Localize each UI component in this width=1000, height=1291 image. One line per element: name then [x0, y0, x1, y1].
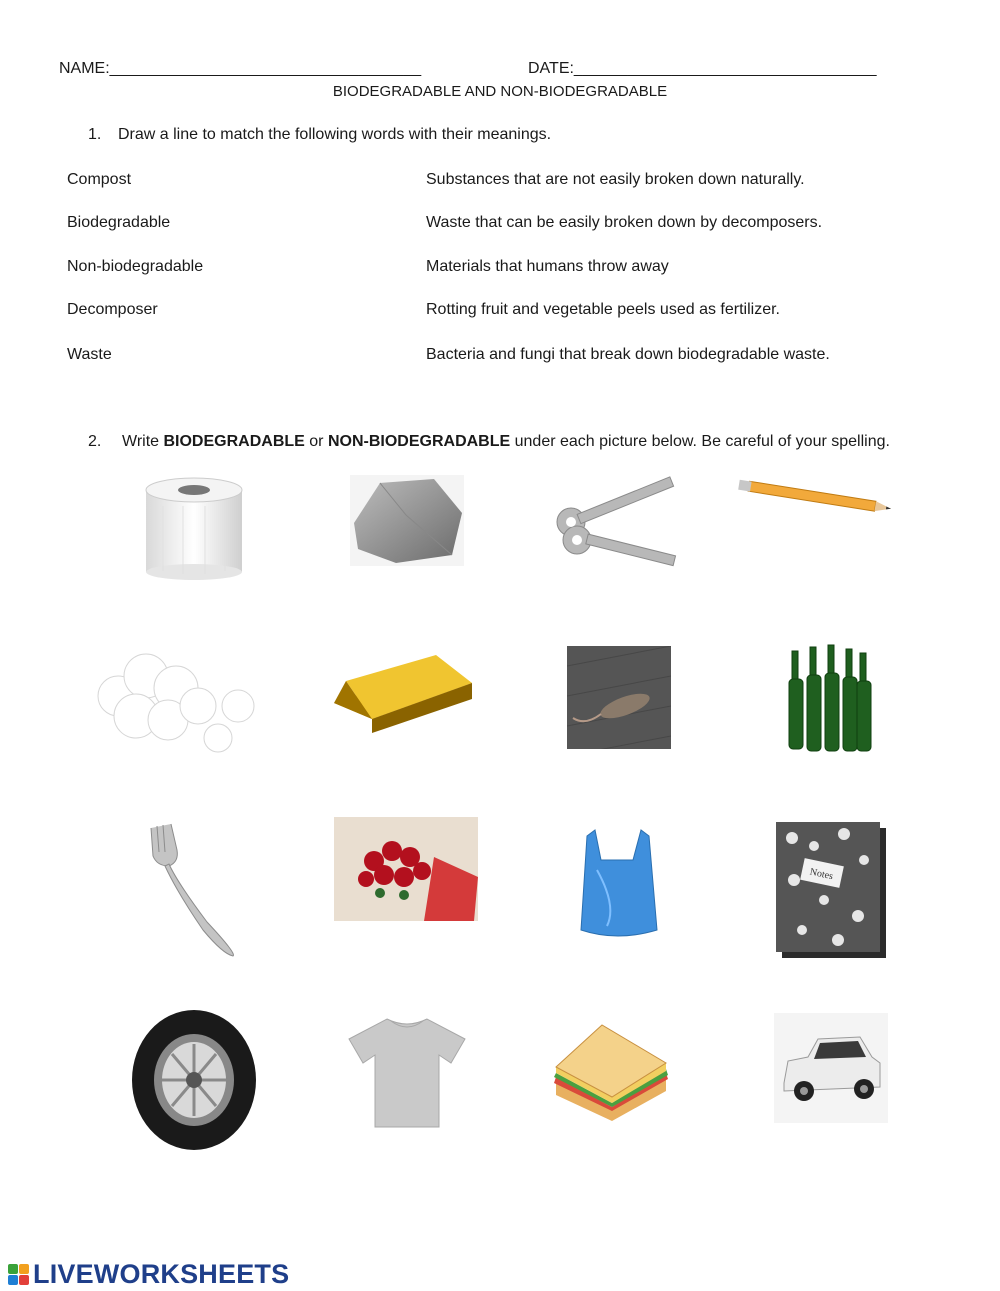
fork-image: [147, 822, 245, 958]
question-2-or: or: [304, 433, 328, 450]
keyword-biodegradable: BIODEGRADABLE: [163, 433, 305, 450]
meaning-4[interactable]: Rotting fruit and vegetable peels used as fertilizer.: [426, 301, 780, 318]
word-decomposer[interactable]: Decomposer: [67, 301, 158, 318]
logo-text: LIVEWORKSHEETS: [33, 1258, 290, 1289]
word-compost[interactable]: Compost: [67, 171, 132, 188]
plastic-bag-image: [577, 826, 661, 940]
dead-mouse-image: [567, 646, 671, 749]
notebook-image: [774, 820, 890, 962]
keys-image: [553, 474, 681, 568]
rock-image: [350, 475, 464, 566]
meaning-1[interactable]: Substances that are not easily broken down naturally.: [426, 171, 805, 188]
meaning-5[interactable]: Bacteria and fungi that break down biodegradable waste.: [426, 346, 830, 363]
car-image: [774, 1013, 888, 1123]
question-2-instruction: under each picture below. Be careful of your spelling.: [510, 433, 890, 450]
question-1-text: Draw a line to match the following words with their meanings.: [118, 126, 552, 143]
pencil-image: [736, 478, 898, 516]
question-2: [88, 433, 890, 451]
question-2-number: 2.: [88, 433, 102, 450]
meaning-3[interactable]: Materials that humans throw away: [426, 258, 669, 275]
word-biodegradable[interactable]: Biodegradable: [67, 214, 171, 231]
meaning-2[interactable]: Waste that can be easily broken down by decomposers.: [426, 214, 823, 231]
cotton-balls-image: [96, 646, 262, 753]
notes-label: Notes: [808, 866, 834, 883]
page-title: BIODEGRADABLE AND NON-BIODEGRADABLE: [332, 83, 668, 100]
question-1-number: 1.: [88, 126, 102, 143]
keyword-non-biodegradable: NON-BIODEGRADABLE: [327, 433, 511, 450]
name-field-label: NAME:___________________________________: [59, 60, 422, 77]
t-shirt-image: [347, 1015, 467, 1129]
glass-bottles-image: [788, 643, 872, 755]
date-field-label: DATE:__________________________________: [528, 60, 877, 77]
logo-icon: [8, 1264, 29, 1285]
question-1: [88, 126, 551, 144]
tire-image: [130, 1008, 258, 1153]
toilet-paper-image: [143, 476, 245, 580]
liveworksheets-logo[interactable]: [8, 1259, 289, 1289]
gold-bar-image: [332, 653, 478, 733]
flower-bouquet-image: [334, 817, 478, 921]
question-2-text: Write: [122, 433, 164, 450]
sandwich-image: [554, 1023, 668, 1122]
word-waste[interactable]: Waste: [67, 346, 112, 363]
word-non-biodegradable[interactable]: Non-biodegradable: [67, 258, 204, 275]
